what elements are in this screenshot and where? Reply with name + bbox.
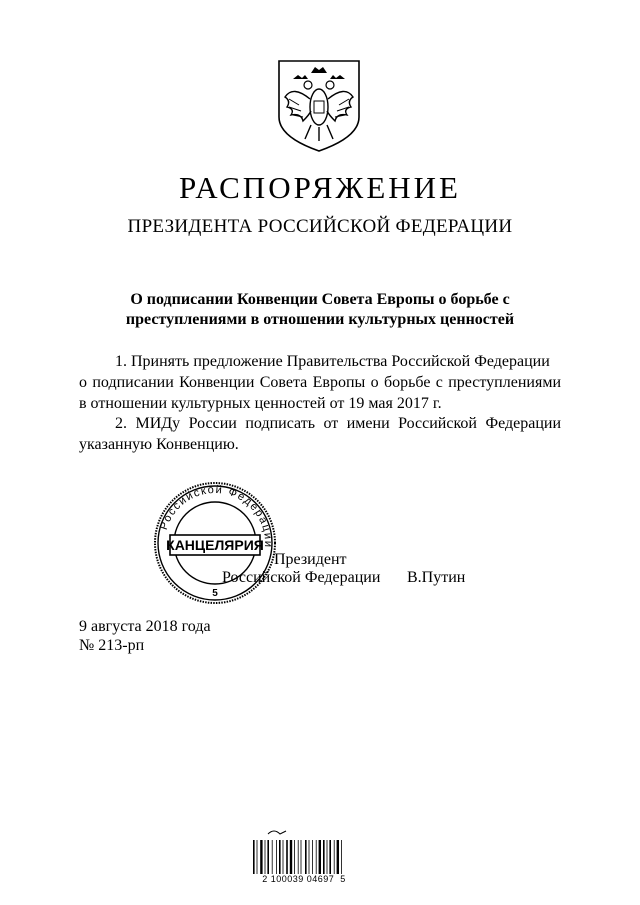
paragraph-2-line-1: 2. МИДу России подписать от имени Российской Федерации <box>115 415 561 432</box>
subject-line-1: О подписании Конвенции Совета Европы о борьбе с <box>130 291 510 308</box>
stamp-ring-text: Российской Федерации <box>157 483 275 549</box>
document-title: РАСПОРЯЖЕНИЕ <box>179 170 461 205</box>
barcode <box>252 826 352 876</box>
stamp-number: 5 <box>212 588 218 599</box>
signatory-role-line-2: Российской Федерации <box>222 569 381 586</box>
paragraph-2-line-2: указанную Конвенцию. <box>79 436 239 453</box>
subject-line-2: преступлениями в отношении культурных ценностей <box>125 311 515 328</box>
document-date: 9 августа 2018 года <box>79 618 211 635</box>
paragraph-2 <box>79 413 561 455</box>
paragraph-1-line-3: в отношении культурных ценностей от 19 мая 2017 г. <box>79 395 442 412</box>
barcode-number: 2 100039 04697 5 <box>262 874 346 884</box>
paragraph-1-line-2: о подписании Конвенции Совета Европы о борьбе с преступлениями <box>79 374 561 391</box>
official-stamp <box>152 480 278 606</box>
document-subject <box>80 290 560 330</box>
document-subtitle: ПРЕЗИДЕНТА РОССИЙСКОЙ ФЕДЕРАЦИИ <box>127 216 513 237</box>
document-number: № 213-рп <box>79 637 145 654</box>
coat-of-arms-emblem <box>271 55 367 155</box>
paragraph-1 <box>79 351 561 414</box>
signatory-role-line-1: Президент <box>274 551 347 568</box>
paragraph-1-line-1: 1. Принять предложение Правительства Российской Федерации <box>115 353 550 370</box>
stamp-center-text: КАНЦЕЛЯРИЯ <box>166 537 264 553</box>
signatory-name: В.Путин <box>407 569 466 586</box>
